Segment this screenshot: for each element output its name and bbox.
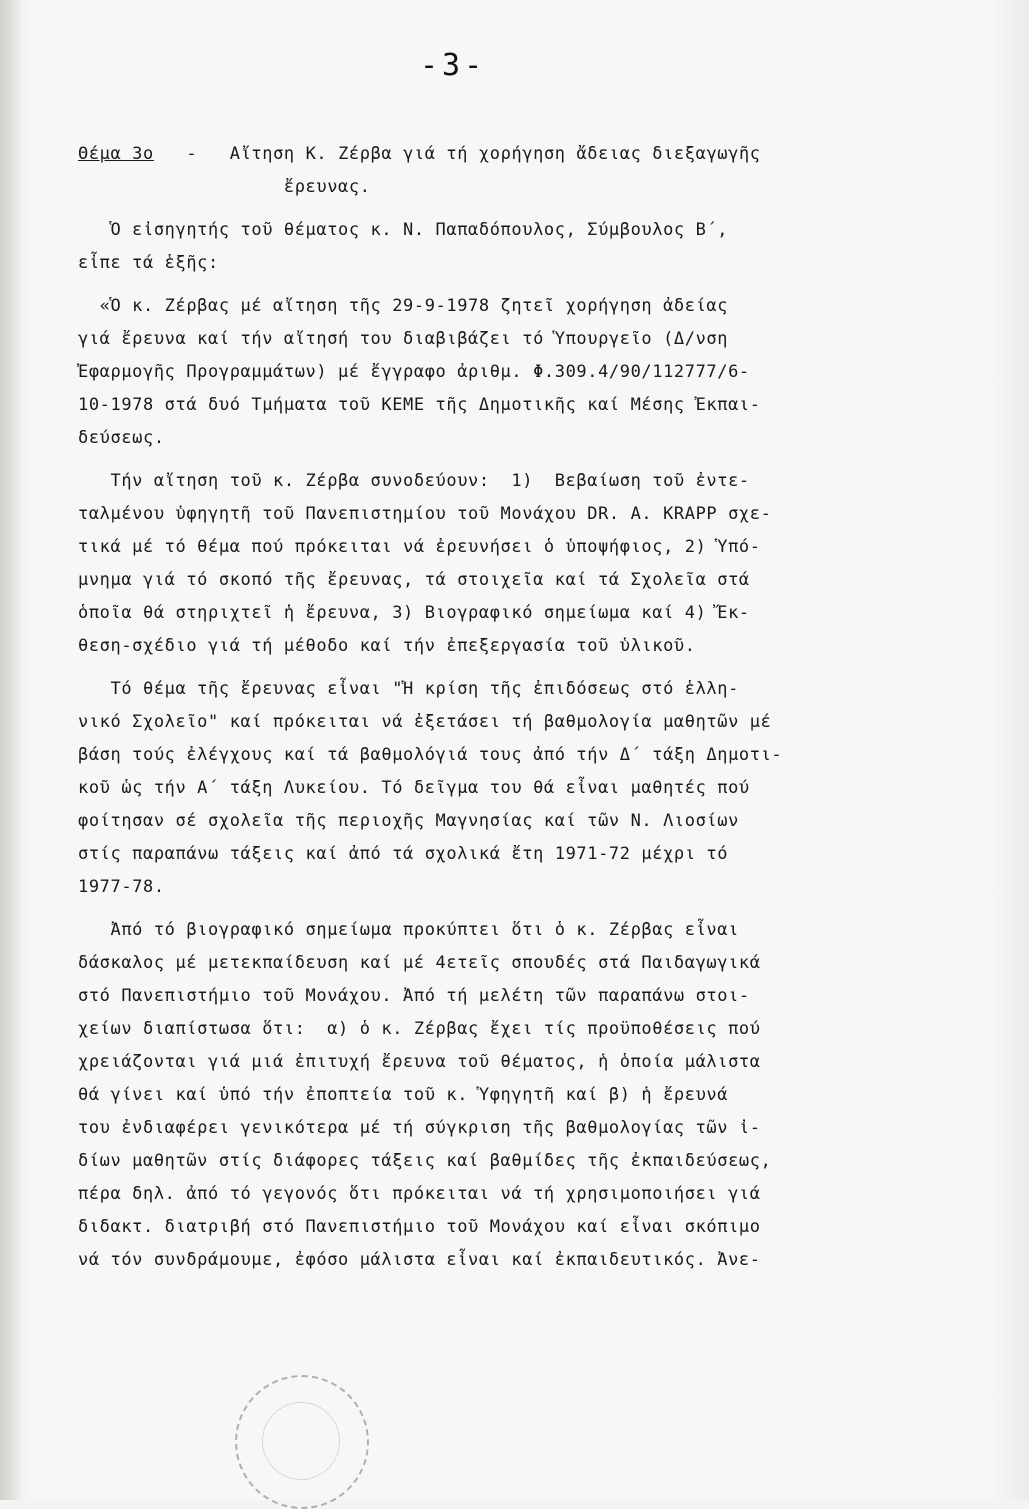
text-line: κοῦ ὡς τήν Α΄ τάξη Λυκείου. Τό δεῖγμα του θά εἶναι μαθητές πού: [78, 778, 750, 798]
heading-title-line-2: ἔρευνας.: [283, 177, 371, 197]
text-line: βάση τούς ἐλέγχους καί τά βαθμολόγιά τους ἀπό τήν Δ΄ τάξη Δημοτι-: [78, 745, 783, 765]
heading-line-2: [78, 171, 978, 204]
text-line: «Ὁ κ. Ζέρβας μέ αἴτηση τῆς 29-9-1978 ζητεῖ χορήγηση ἀδείας: [78, 296, 729, 316]
text-line: εἶπε τά ἑξῆς:: [78, 253, 219, 273]
text-line: Τήν αἴτηση τοῦ κ. Ζέρβα συνοδεύουν: 1) Βεβαίωση τοῦ ἐντε-: [78, 471, 750, 491]
heading-dash: -: [186, 144, 198, 164]
text-line: θά γίνει καί ὑπό τήν ἐποπτεία τοῦ κ. Ὑφηγητῆ καί β) ἡ ἔρευνά: [78, 1085, 729, 1105]
text-line: νά τόν συνδράμουμε, ἐφόσο μάλιστα εἶναι καί ἐκπαιδευτικός. Ἀνε-: [78, 1250, 761, 1270]
text-line: τικά μέ τό θέμα πού πρόκειται νά ἐρευνήσει ὁ ὑποψήφιος, 2) Ὑπό-: [78, 537, 761, 557]
text-line: νικό Σχολεῖο" καί πρόκειται νά ἐξετάσει τή βαθμολογία μαθητῶν μέ: [78, 712, 772, 732]
text-line: Ὁ εἰσηγητής τοῦ θέματος κ. Ν. Παπαδόπουλος, Σύμβουλος Β΄,: [78, 220, 729, 240]
heading-line-1: [78, 138, 978, 171]
heading-title-line-1: Αἴτηση Κ. Ζέρβα γιά τή χορήγηση ἄδειας διεξαγωγῆς: [229, 144, 761, 164]
text-line: γιά ἔρευνα καί τήν αἴτησή του διαβιβάζει τό Ὑπουργεῖο (Δ/νση: [78, 329, 729, 349]
document-body: [78, 138, 978, 1277]
text-line: δίων μαθητῶν στίς διάφορες τάξεις καί βαθμίδες τῆς ἐκπαιδεύσεως,: [78, 1151, 772, 1171]
text-line: φοίτησαν σέ σχολεῖα τῆς περιοχῆς Μαγνησίας καί τῶν Ν. Λιοσίων: [78, 811, 739, 831]
page-number: -3-: [420, 48, 487, 83]
text-line: διδακτ. διατριβή στό Πανεπιστήμιο τοῦ Μονάχου καί εἶναι σκόπιμο: [78, 1217, 761, 1237]
paragraph-2: [78, 290, 978, 455]
text-line: 1977-78.: [78, 877, 165, 897]
text-line: πέρα δηλ. ἀπό τό γεγονός ὅτι πρόκειται νά τή χρησιμοποιήσει γιά: [78, 1184, 761, 1204]
text-line: θεση-σχέδιο γιά τή μέθοδο καί τήν ἐπεξεργασία τοῦ ὑλικοῦ.: [78, 636, 696, 656]
paragraph-4: [78, 673, 978, 904]
scan-edge-shadow: [0, 0, 22, 1500]
text-line: στό Πανεπιστήμιο τοῦ Μονάχου. Ἀπό τή μελέτη τῶν παραπάνω στοι-: [78, 986, 750, 1006]
official-stamp-inner-ring: [262, 1402, 340, 1480]
text-line: δεύσεως.: [78, 428, 165, 448]
text-line: ὁποῖα θά στηριχτεῖ ἡ ἔρευνα, 3) Βιογραφικό σημείωμα καί 4) Ἔκ-: [78, 603, 750, 623]
text-line: ταλμένου ὑφηγητῆ τοῦ Πανεπιστημίου τοῦ Μονάχου DR. A. KRAPP σχε-: [78, 504, 772, 524]
text-line: χείων διαπίστωσα ὅτι: α) ὁ κ. Ζέρβας ἔχει τίς προϋποθέσεις πού: [78, 1019, 761, 1039]
text-line: Ἀπό τό βιογραφικό σημείωμα προκύπτει ὅτι ὁ κ. Ζέρβας εἶναι: [78, 920, 739, 940]
text-line: 10-1978 στά δυό Τμήματα τοῦ ΚΕΜΕ τῆς Δημοτικῆς καί Μέσης Ἐκπαι-: [78, 395, 761, 415]
text-line: χρειάζονται γιά μιά ἐπιτυχή ἔρευνα τοῦ θέματος, ἡ ὁποία μάλιστα: [78, 1052, 761, 1072]
text-line: Ἐφαρμογῆς Προγραμμάτων) μέ ἔγγραφο ἀριθμ. Φ.309.4/90/112777/6-: [78, 362, 750, 382]
text-line: στίς παραπάνω τάξεις καί ἀπό τά σχολικά ἔτη 1971-72 μέχρι τό: [78, 844, 729, 864]
text-line: του ἐνδιαφέρει γενικότερα μέ τή σύγκριση τῆς βαθμολογίας τῶν ἰ-: [78, 1118, 761, 1138]
paragraph-5: [78, 914, 978, 1277]
paragraph-1: [78, 214, 978, 280]
paragraph-3: [78, 465, 978, 663]
text-line: Τό θέμα τῆς ἔρευνας εἶναι "Ἡ κρίση τῆς ἐπιδόσεως στό ἑλλη-: [78, 679, 739, 699]
heading-label: Θέμα 3ο: [78, 144, 154, 164]
text-line: μνημα γιά τό σκοπό τῆς ἔρευνας, τά στοιχεῖα καί τά Σχολεῖα στά: [78, 570, 750, 590]
text-line: δάσκαλος μέ μετεκπαίδευση καί μέ 4ετεῖς σπουδές στά Παιδαγωγικά: [78, 953, 761, 973]
